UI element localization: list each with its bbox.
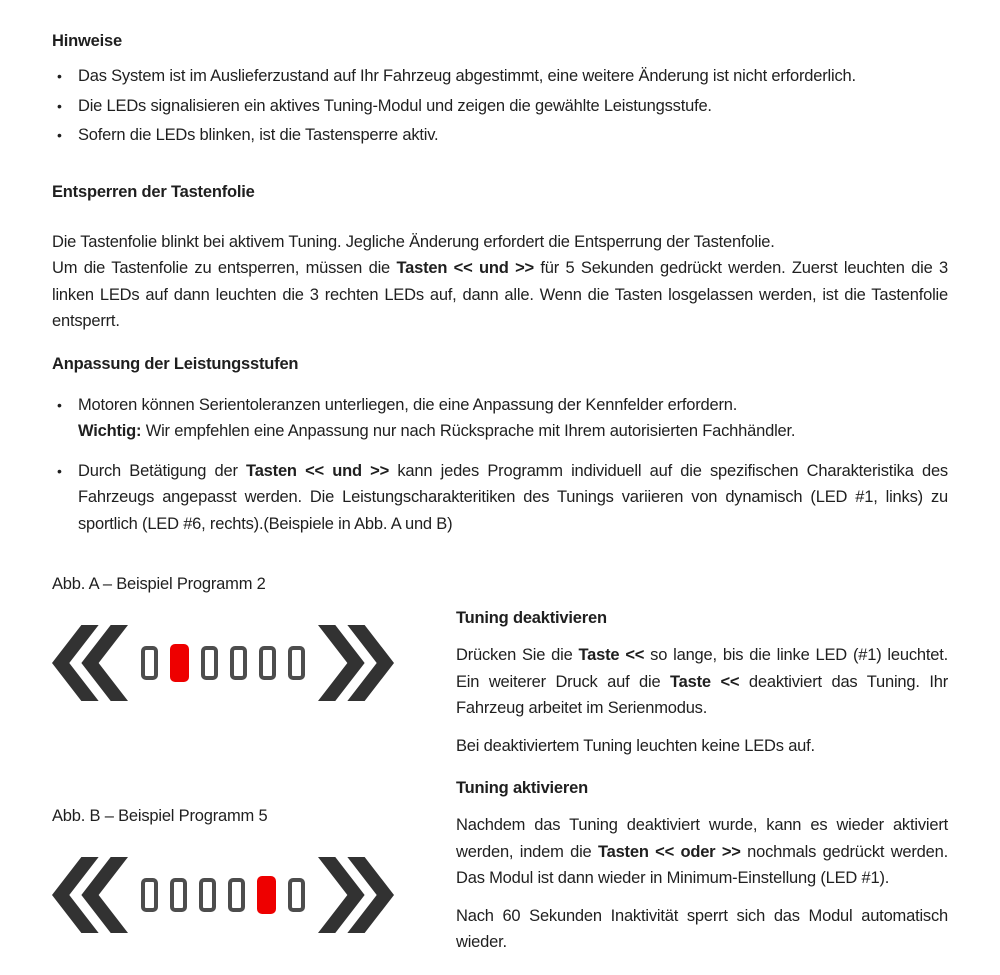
section-entsperren xyxy=(52,179,948,335)
chevron-right-icon xyxy=(318,856,394,934)
chevron-left-icon xyxy=(52,624,128,702)
led-1-inactive xyxy=(141,878,158,912)
hinweise-bullet-list xyxy=(52,63,948,149)
bullet-marker: • xyxy=(57,396,62,413)
entsperren-title: Entsperren der Tastenfolie xyxy=(52,182,255,201)
tuning-aktivieren-paragraph-2: Nach 60 Sekunden Inaktivität sperrt sich das Modul automatisch wieder. xyxy=(456,906,948,951)
anpassung-bullet-2 xyxy=(52,458,948,538)
entsperren-paragraph-2: Um die Tastenfolie zu entsperren, müssen die Tasten << und >> für 5 Sekunden gedrückt werden. Zuerst leuchten die 3 linken LEDs auf dann leuchten die 3 rechten LEDs auf, dann alle. Wenn die Tasten losgelassen werden, ist die Tastenfolie entsperrt. xyxy=(52,259,948,330)
bullet-marker: • xyxy=(57,68,62,84)
anpassung-title: Anpassung der Leistungsstufen xyxy=(52,354,299,373)
figure-a xyxy=(52,571,444,703)
led-4-inactive xyxy=(230,646,247,680)
chevron-left-icon xyxy=(52,856,128,934)
anpassung-bullet-2-text: Durch Betätigung der Tasten << und >> kann jedes Programm individuell auf die spezifischen Charakteristika des Fahrzeugs angepasst werden. Die Leistungscharakteritiken des Tunings variieren von dynamisch (LED #1, links) zu sportlich (LED #6, rechts).(Beispiele in Abb. A und B) xyxy=(78,461,948,533)
anpassung-bullet-1 xyxy=(52,392,948,445)
led-2-inactive xyxy=(170,878,187,912)
figure-b-led-display xyxy=(52,855,444,935)
hinweise-bullet-2-text: Die LEDs signalisieren ein aktives Tuning-Modul und zeigen die gewählte Leistungsstufe. xyxy=(78,96,712,115)
figures-and-instructions xyxy=(52,571,948,967)
bullet-marker: • xyxy=(57,97,62,114)
anpassung-bullet-1-text: Motoren können Serientoleranzen unterliegen, die eine Anpassung der Kennfelder erfordern. Wichtig: Wir empfehlen eine Anpassung nur nach Rücksprache mit Ihrem autorisierten Fachhändler. xyxy=(78,395,796,440)
led-3-inactive xyxy=(199,878,216,912)
hinweise-bullet-3-text: Sofern die LEDs blinken, ist die Tastensperre aktiv. xyxy=(78,126,439,144)
hinweise-title: Hinweise xyxy=(52,32,122,50)
hinweise-bullet-2 xyxy=(52,93,948,120)
instructions-column xyxy=(456,571,948,967)
figure-a-led-row xyxy=(141,644,305,682)
figure-b-led-row xyxy=(141,876,305,914)
tuning-deaktivieren-paragraph-1: Drücken Sie die Taste << so lange, bis die linke LED (#1) leuchtet. Ein weiterer Druck auf die Taste << deaktiviert das Tuning. Ihr Fahrzeug arbeitet im Serienmodus. xyxy=(456,646,948,717)
tuning-deaktivieren-paragraph-2: Bei deaktiviertem Tuning leuchten keine LEDs auf. xyxy=(456,736,815,755)
led-5-inactive xyxy=(259,646,276,680)
section-anpassung xyxy=(52,351,948,538)
figure-a-label: Abb. A – Beispiel Programm 2 xyxy=(52,575,266,593)
figure-a-led-display xyxy=(52,623,444,703)
tuning-aktivieren-title: Tuning aktivieren xyxy=(456,779,588,797)
figure-b-label: Abb. B – Beispiel Programm 5 xyxy=(52,807,268,825)
hinweise-bullet-1 xyxy=(52,63,948,90)
tuning-aktivieren-paragraph-1: Nachdem das Tuning deaktiviert wurde, kann es wieder aktiviert werden, indem die Tasten << oder >> nochmals gedrückt werden. Das Modul ist dann wieder in Minimum-Einstellung (LED #1). xyxy=(456,816,948,887)
bullet-marker: • xyxy=(57,462,62,479)
hinweise-bullet-3 xyxy=(52,122,948,149)
figures-column xyxy=(52,571,444,967)
led-2-active xyxy=(170,644,189,682)
led-4-inactive xyxy=(228,878,245,912)
entsperren-paragraph-1: Die Tastenfolie blinkt bei aktivem Tuning. Jegliche Änderung erfordert die Entsperrung der Tastenfolie. xyxy=(52,232,775,251)
led-3-inactive xyxy=(201,646,218,680)
led-5-active xyxy=(257,876,276,914)
led-6-inactive xyxy=(288,646,305,680)
section-hinweise xyxy=(52,28,948,149)
bullet-marker: • xyxy=(57,127,62,143)
led-6-inactive xyxy=(288,878,305,912)
led-1-inactive xyxy=(141,646,158,680)
chevron-right-icon xyxy=(318,624,394,702)
tuning-deaktivieren-title: Tuning deaktivieren xyxy=(456,609,607,627)
anpassung-bullet-list xyxy=(52,392,948,538)
hinweise-bullet-1-text: Das System ist im Auslieferzustand auf Ihr Fahrzeug abgestimmt, eine weitere Änderung ist nicht erforderlich. xyxy=(78,67,856,85)
figure-b xyxy=(52,803,444,935)
